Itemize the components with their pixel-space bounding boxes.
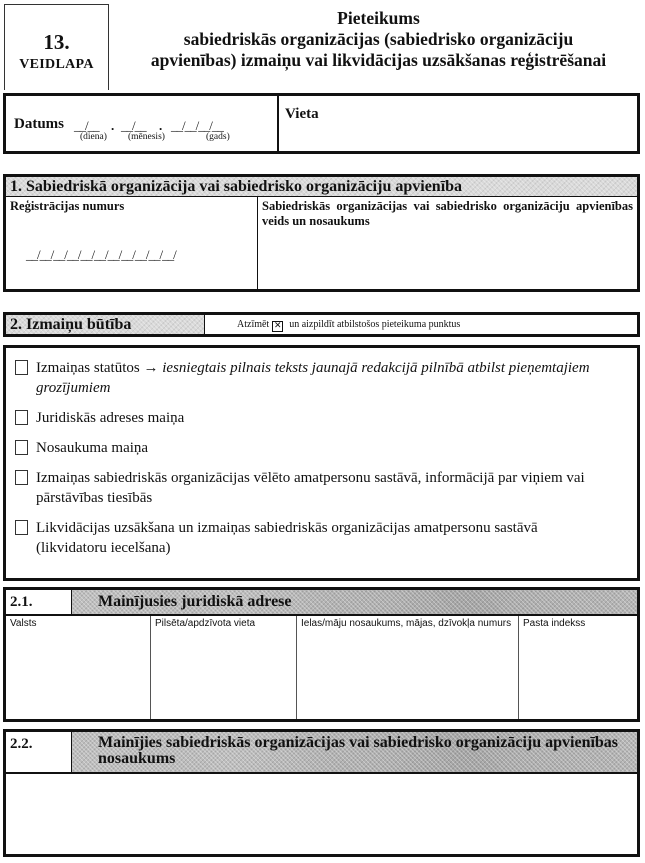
instruction-text: un aizpildīt atbilstošos pieteikuma punktus xyxy=(289,319,461,330)
day-sublabel: (diena) xyxy=(80,132,107,142)
option-label: Juridiskās adreses maiņa xyxy=(36,410,185,426)
city-label: Pilsēta/apdzīvota vieta xyxy=(155,618,256,629)
street-label: Ielas/māju nosaukums, mājas, dzīvokļa numurs xyxy=(301,618,512,629)
country-label: Valsts xyxy=(10,618,37,629)
date-separator: . xyxy=(159,118,162,133)
new-name-field[interactable] xyxy=(6,774,637,854)
section-title: Mainījies sabiedriskās organizācijas vai sabiedrisko organizāciju apvienības nosaukums xyxy=(72,732,637,772)
postal-code-label: Pasta indekss xyxy=(523,618,586,629)
section-number: 2.2. xyxy=(6,732,72,772)
place-field[interactable] xyxy=(279,96,637,151)
checkbox[interactable] xyxy=(15,520,28,535)
date-separator: . xyxy=(111,118,114,133)
option-label: Izmaiņas statūtos → xyxy=(36,360,163,376)
postal-code-field[interactable] xyxy=(519,616,637,719)
instruction-text: Atzīmēt xyxy=(237,319,270,330)
form-label: VEIDLAPA xyxy=(19,57,94,72)
change-option-statutes[interactable] xyxy=(15,358,637,398)
registration-number-label: Reģistrācijas numurs xyxy=(10,199,125,213)
place-label: Vieta xyxy=(285,106,319,122)
section-title: Mainījusies juridiskā adrese xyxy=(72,590,637,614)
title-line-3: apvienības) izmaiņu vai likvidācijas uzsākšanas reģistrēšanai xyxy=(150,50,607,70)
option-label: Nosaukuma maiņa xyxy=(36,440,149,456)
checkbox[interactable] xyxy=(15,360,28,375)
change-option-name[interactable] xyxy=(15,438,637,458)
change-option-legal-address[interactable] xyxy=(15,408,637,428)
street-field[interactable] xyxy=(297,616,519,719)
organization-name-label: Sabiedriskās organizācijas vai sabiedrisko organizāciju apvienības veids un nosaukums xyxy=(262,199,633,228)
section-2-instruction xyxy=(205,315,637,334)
year-input[interactable]: __/__/__/__ xyxy=(171,118,223,133)
section-2-header xyxy=(3,312,640,337)
checkbox[interactable] xyxy=(15,410,28,425)
registration-number-field[interactable] xyxy=(6,197,258,289)
organization-name-field[interactable] xyxy=(258,197,637,289)
form-number: 13. xyxy=(43,30,70,54)
option-label: Izmaiņas sabiedriskās organizācijas vēlēto amatpersonu sastāvā, informācijā par viņiem vai pārstāvības tiesībās xyxy=(36,470,585,506)
date-field[interactable] xyxy=(6,96,279,151)
section-2-title: 2. Izmaiņu būtība xyxy=(6,315,205,334)
section-1-title: 1. Sabiedriskā organizācija vai sabiedrisko organizāciju apvienība xyxy=(6,177,637,197)
page-title xyxy=(112,8,645,71)
section-1-organization xyxy=(3,174,640,292)
option-label: Likvidācijas uzsākšana un izmaiņas sabiedriskās organizācijas amatpersonu sastāvā (likvidatoru iecelšana) xyxy=(36,520,538,556)
date-place-row xyxy=(3,93,640,154)
registration-number-input[interactable]: __/__/__/__/__/__/__/__/__/__/__/ xyxy=(26,247,176,262)
title-line-2: sabiedriskās organizācijas (sabiedrisko organizāciju xyxy=(183,29,574,49)
title-line-1: Pieteikums xyxy=(337,8,420,28)
option-note: iesniegtais pilnais teksts jaunajā redakcijā pilnībā atbilst pieņemtajiem grozījumiem xyxy=(36,360,590,396)
date-label: Datums xyxy=(14,116,65,132)
section-number: 2.1. xyxy=(6,590,72,614)
checkbox[interactable] xyxy=(15,440,28,455)
form-number-box xyxy=(4,4,109,90)
section-2-1-legal-address xyxy=(3,587,640,722)
year-sublabel: (gads) xyxy=(206,132,230,142)
day-input[interactable]: __/__ xyxy=(74,118,99,133)
checked-box-icon: ✕ xyxy=(273,321,282,331)
checkbox[interactable] xyxy=(15,470,28,485)
section-2-2-new-name xyxy=(3,729,640,857)
country-field[interactable] xyxy=(6,616,151,719)
city-field[interactable] xyxy=(151,616,297,719)
change-option-liquidation[interactable] xyxy=(15,518,637,558)
change-option-officials[interactable] xyxy=(15,468,637,508)
month-input[interactable]: __/__ xyxy=(121,118,146,133)
month-sublabel: (mēnesis) xyxy=(128,132,165,142)
change-type-list xyxy=(3,345,640,581)
